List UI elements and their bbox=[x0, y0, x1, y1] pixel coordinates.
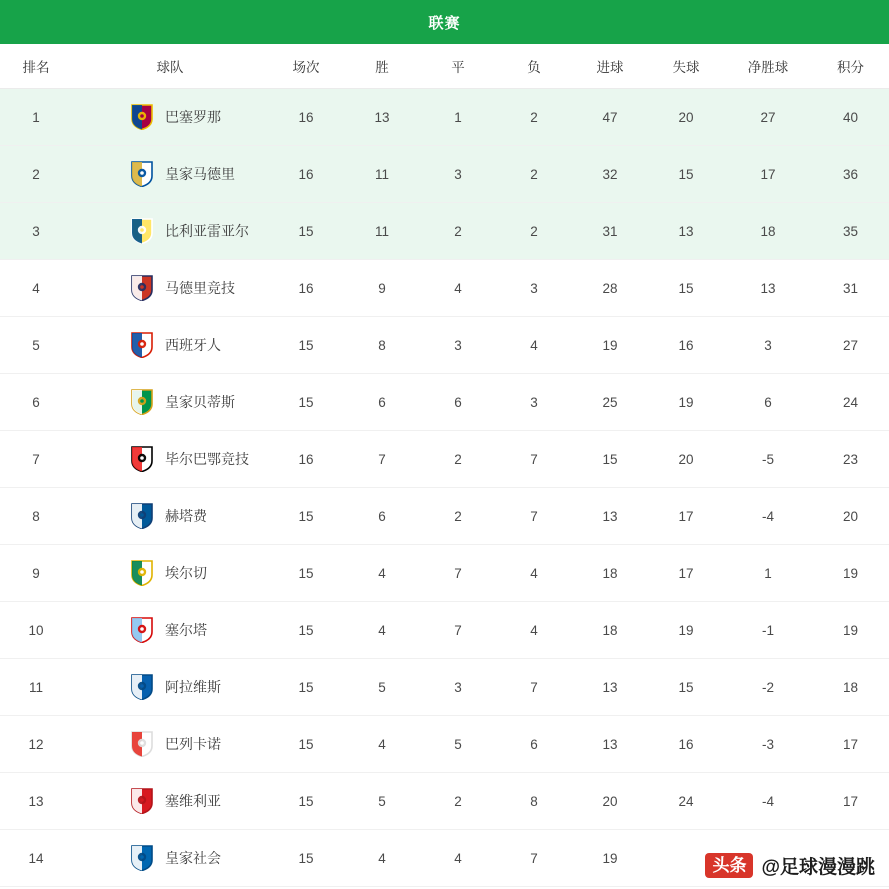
cell-goal-diff: -4 bbox=[724, 773, 812, 830]
club-crest-icon bbox=[130, 104, 154, 130]
cell-rank: 8 bbox=[0, 488, 72, 545]
team-cell-inner bbox=[72, 845, 268, 871]
cell-goals-against: 15 bbox=[648, 146, 724, 203]
cell-win: 11 bbox=[344, 146, 420, 203]
cell-draw: 3 bbox=[420, 659, 496, 716]
column-header-win: 胜 bbox=[344, 44, 420, 89]
cell-loss: 7 bbox=[496, 830, 572, 887]
column-header-rank: 排名 bbox=[0, 44, 72, 89]
cell-points: 19 bbox=[812, 602, 889, 659]
team-cell-inner bbox=[72, 731, 268, 757]
cell-goals-against: 19 bbox=[648, 374, 724, 431]
team-name: 塞尔塔 bbox=[165, 622, 207, 638]
cell-team bbox=[72, 659, 268, 716]
team-cell-inner bbox=[72, 218, 268, 244]
team-name: 比利亚雷亚尔 bbox=[165, 223, 249, 239]
cell-rank: 10 bbox=[0, 602, 72, 659]
cell-win: 4 bbox=[344, 545, 420, 602]
cell-loss: 2 bbox=[496, 146, 572, 203]
cell-points: 24 bbox=[812, 374, 889, 431]
club-crest-icon bbox=[130, 161, 154, 187]
cell-draw: 1 bbox=[420, 89, 496, 146]
table-row[interactable] bbox=[0, 374, 889, 431]
cell-win: 6 bbox=[344, 374, 420, 431]
club-crest-icon bbox=[130, 389, 154, 415]
page-header bbox=[0, 0, 889, 44]
cell-draw: 4 bbox=[420, 260, 496, 317]
cell-played: 15 bbox=[268, 773, 344, 830]
team-name: 塞维利亚 bbox=[165, 793, 221, 809]
team-cell-inner bbox=[72, 617, 268, 643]
team-name: 阿拉维斯 bbox=[165, 679, 221, 695]
table-row[interactable] bbox=[0, 602, 889, 659]
cell-loss: 2 bbox=[496, 203, 572, 260]
standings-body bbox=[0, 89, 889, 887]
cell-rank: 14 bbox=[0, 830, 72, 887]
cell-draw: 2 bbox=[420, 773, 496, 830]
table-row[interactable] bbox=[0, 773, 889, 830]
club-crest-icon bbox=[130, 674, 154, 700]
cell-goals-for: 19 bbox=[572, 830, 648, 887]
cell-goal-diff: 18 bbox=[724, 203, 812, 260]
cell-loss: 2 bbox=[496, 89, 572, 146]
column-header-points: 积分 bbox=[812, 44, 889, 89]
team-name: 赫塔费 bbox=[165, 508, 207, 524]
table-row[interactable] bbox=[0, 659, 889, 716]
cell-goals-for: 15 bbox=[572, 431, 648, 488]
table-row[interactable] bbox=[0, 488, 889, 545]
cell-goal-diff: -1 bbox=[724, 602, 812, 659]
cell-rank: 11 bbox=[0, 659, 72, 716]
cell-draw: 4 bbox=[420, 830, 496, 887]
cell-points: 23 bbox=[812, 431, 889, 488]
cell-loss: 4 bbox=[496, 545, 572, 602]
cell-team bbox=[72, 602, 268, 659]
cell-loss: 7 bbox=[496, 488, 572, 545]
cell-team bbox=[72, 374, 268, 431]
cell-team bbox=[72, 431, 268, 488]
team-name: 毕尔巴鄂竞技 bbox=[165, 451, 249, 467]
cell-team bbox=[72, 545, 268, 602]
cell-team bbox=[72, 146, 268, 203]
cell-rank: 3 bbox=[0, 203, 72, 260]
cell-draw: 2 bbox=[420, 431, 496, 488]
cell-draw: 2 bbox=[420, 488, 496, 545]
cell-points: 31 bbox=[812, 260, 889, 317]
cell-team bbox=[72, 830, 268, 887]
cell-draw: 3 bbox=[420, 146, 496, 203]
cell-loss: 6 bbox=[496, 716, 572, 773]
team-cell-inner bbox=[72, 332, 268, 358]
cell-loss: 4 bbox=[496, 317, 572, 374]
cell-goals-against: 24 bbox=[648, 773, 724, 830]
team-name: 皇家马德里 bbox=[165, 166, 235, 182]
cell-team bbox=[72, 89, 268, 146]
cell-goal-diff: 13 bbox=[724, 260, 812, 317]
cell-goals-against: 16 bbox=[648, 317, 724, 374]
table-row[interactable] bbox=[0, 317, 889, 374]
cell-played: 16 bbox=[268, 260, 344, 317]
club-crest-icon bbox=[130, 332, 154, 358]
table-row[interactable] bbox=[0, 431, 889, 488]
team-name: 巴塞罗那 bbox=[165, 109, 221, 125]
team-name: 巴列卡诺 bbox=[165, 736, 221, 752]
club-crest-icon bbox=[130, 788, 154, 814]
table-header-row bbox=[0, 44, 889, 89]
cell-goals-for: 13 bbox=[572, 488, 648, 545]
team-cell-inner bbox=[72, 446, 268, 472]
column-header-loss: 负 bbox=[496, 44, 572, 89]
cell-draw: 2 bbox=[420, 203, 496, 260]
cell-team bbox=[72, 716, 268, 773]
cell-points: 17 bbox=[812, 773, 889, 830]
cell-played: 15 bbox=[268, 488, 344, 545]
cell-points: 35 bbox=[812, 203, 889, 260]
team-cell-inner bbox=[72, 389, 268, 415]
cell-goals-for: 18 bbox=[572, 545, 648, 602]
table-row[interactable] bbox=[0, 89, 889, 146]
cell-played: 15 bbox=[268, 716, 344, 773]
cell-goal-diff: -3 bbox=[724, 716, 812, 773]
team-cell-inner bbox=[72, 275, 268, 301]
cell-loss: 8 bbox=[496, 773, 572, 830]
cell-goal-diff: -2 bbox=[724, 659, 812, 716]
club-crest-icon bbox=[130, 560, 154, 586]
cell-goals-for: 18 bbox=[572, 602, 648, 659]
cell-goals-against: 17 bbox=[648, 488, 724, 545]
cell-goals-against: 16 bbox=[648, 716, 724, 773]
column-header-team: 球队 bbox=[72, 44, 268, 89]
club-crest-icon bbox=[130, 503, 154, 529]
cell-rank: 9 bbox=[0, 545, 72, 602]
team-cell-inner bbox=[72, 104, 268, 130]
column-header-draw: 平 bbox=[420, 44, 496, 89]
cell-loss: 4 bbox=[496, 602, 572, 659]
cell-team bbox=[72, 203, 268, 260]
cell-points: 20 bbox=[812, 488, 889, 545]
cell-points: 36 bbox=[812, 146, 889, 203]
column-header-goals-against: 失球 bbox=[648, 44, 724, 89]
cell-win: 8 bbox=[344, 317, 420, 374]
cell-loss: 7 bbox=[496, 659, 572, 716]
cell-played: 15 bbox=[268, 602, 344, 659]
cell-goals-against: 17 bbox=[648, 545, 724, 602]
cell-rank: 7 bbox=[0, 431, 72, 488]
club-crest-icon bbox=[130, 617, 154, 643]
cell-loss: 3 bbox=[496, 374, 572, 431]
cell-played: 15 bbox=[268, 317, 344, 374]
cell-played: 16 bbox=[268, 146, 344, 203]
cell-win: 4 bbox=[344, 830, 420, 887]
cell-draw: 3 bbox=[420, 317, 496, 374]
cell-goals-against: 13 bbox=[648, 203, 724, 260]
cell-rank: 13 bbox=[0, 773, 72, 830]
cell-win: 6 bbox=[344, 488, 420, 545]
cell-played: 16 bbox=[268, 89, 344, 146]
column-header-played: 场次 bbox=[268, 44, 344, 89]
cell-team bbox=[72, 317, 268, 374]
cell-goal-diff: 27 bbox=[724, 89, 812, 146]
cell-team bbox=[72, 488, 268, 545]
cell-win: 9 bbox=[344, 260, 420, 317]
table-row[interactable] bbox=[0, 545, 889, 602]
cell-win: 13 bbox=[344, 89, 420, 146]
table-row[interactable] bbox=[0, 260, 889, 317]
cell-goals-for: 25 bbox=[572, 374, 648, 431]
cell-goals-against: 15 bbox=[648, 659, 724, 716]
page-title: 联赛 bbox=[428, 14, 461, 32]
club-crest-icon bbox=[130, 446, 154, 472]
cell-goals-against: 19 bbox=[648, 602, 724, 659]
cell-win: 4 bbox=[344, 716, 420, 773]
club-crest-icon bbox=[130, 275, 154, 301]
standings-table bbox=[0, 44, 889, 887]
cell-played: 16 bbox=[268, 431, 344, 488]
watermark-text: @足球漫漫跳 bbox=[761, 857, 875, 878]
cell-points: 18 bbox=[812, 659, 889, 716]
team-name: 皇家贝蒂斯 bbox=[165, 394, 235, 410]
cell-win: 5 bbox=[344, 773, 420, 830]
cell-goal-diff: 3 bbox=[724, 317, 812, 374]
team-cell-inner bbox=[72, 674, 268, 700]
cell-win: 5 bbox=[344, 659, 420, 716]
cell-draw: 6 bbox=[420, 374, 496, 431]
toutiao-logo: 头条 bbox=[705, 853, 753, 878]
cell-draw: 7 bbox=[420, 545, 496, 602]
team-cell-inner bbox=[72, 788, 268, 814]
cell-goal-diff: -4 bbox=[724, 488, 812, 545]
cell-played: 15 bbox=[268, 545, 344, 602]
team-name: 西班牙人 bbox=[165, 337, 221, 353]
cell-points: 40 bbox=[812, 89, 889, 146]
cell-points: 19 bbox=[812, 545, 889, 602]
club-crest-icon bbox=[130, 845, 154, 871]
column-header-goals-for: 进球 bbox=[572, 44, 648, 89]
cell-goals-for: 28 bbox=[572, 260, 648, 317]
cell-goal-diff: 6 bbox=[724, 374, 812, 431]
cell-goals-against: 15 bbox=[648, 260, 724, 317]
column-header-goal-diff: 净胜球 bbox=[724, 44, 812, 89]
table-row[interactable] bbox=[0, 146, 889, 203]
cell-goal-diff: 17 bbox=[724, 146, 812, 203]
cell-win: 11 bbox=[344, 203, 420, 260]
cell-draw: 5 bbox=[420, 716, 496, 773]
team-name: 马德里竞技 bbox=[165, 280, 235, 296]
cell-goals-for: 31 bbox=[572, 203, 648, 260]
team-name: 皇家社会 bbox=[165, 850, 221, 866]
table-row[interactable] bbox=[0, 716, 889, 773]
cell-rank: 2 bbox=[0, 146, 72, 203]
cell-played: 15 bbox=[268, 830, 344, 887]
cell-goals-against: 20 bbox=[648, 89, 724, 146]
cell-draw: 7 bbox=[420, 602, 496, 659]
cell-rank: 12 bbox=[0, 716, 72, 773]
cell-goal-diff: -5 bbox=[724, 431, 812, 488]
cell-goals-for: 13 bbox=[572, 716, 648, 773]
cell-win: 7 bbox=[344, 431, 420, 488]
cell-played: 15 bbox=[268, 203, 344, 260]
cell-rank: 6 bbox=[0, 374, 72, 431]
cell-rank: 4 bbox=[0, 260, 72, 317]
table-row[interactable] bbox=[0, 203, 889, 260]
cell-goals-for: 32 bbox=[572, 146, 648, 203]
cell-played: 15 bbox=[268, 659, 344, 716]
team-cell-inner bbox=[72, 161, 268, 187]
club-crest-icon bbox=[130, 218, 154, 244]
cell-rank: 5 bbox=[0, 317, 72, 374]
cell-team bbox=[72, 260, 268, 317]
cell-played: 15 bbox=[268, 374, 344, 431]
cell-rank: 1 bbox=[0, 89, 72, 146]
cell-goals-for: 19 bbox=[572, 317, 648, 374]
cell-goals-against: 20 bbox=[648, 431, 724, 488]
cell-points: 17 bbox=[812, 716, 889, 773]
club-crest-icon bbox=[130, 731, 154, 757]
watermark bbox=[705, 852, 875, 879]
team-cell-inner bbox=[72, 560, 268, 586]
team-cell-inner bbox=[72, 503, 268, 529]
cell-loss: 3 bbox=[496, 260, 572, 317]
cell-goals-for: 47 bbox=[572, 89, 648, 146]
cell-goal-diff: 1 bbox=[724, 545, 812, 602]
cell-team bbox=[72, 773, 268, 830]
cell-points: 27 bbox=[812, 317, 889, 374]
cell-win: 4 bbox=[344, 602, 420, 659]
team-name: 埃尔切 bbox=[165, 565, 207, 581]
cell-goals-for: 20 bbox=[572, 773, 648, 830]
cell-goals-for: 13 bbox=[572, 659, 648, 716]
cell-loss: 7 bbox=[496, 431, 572, 488]
